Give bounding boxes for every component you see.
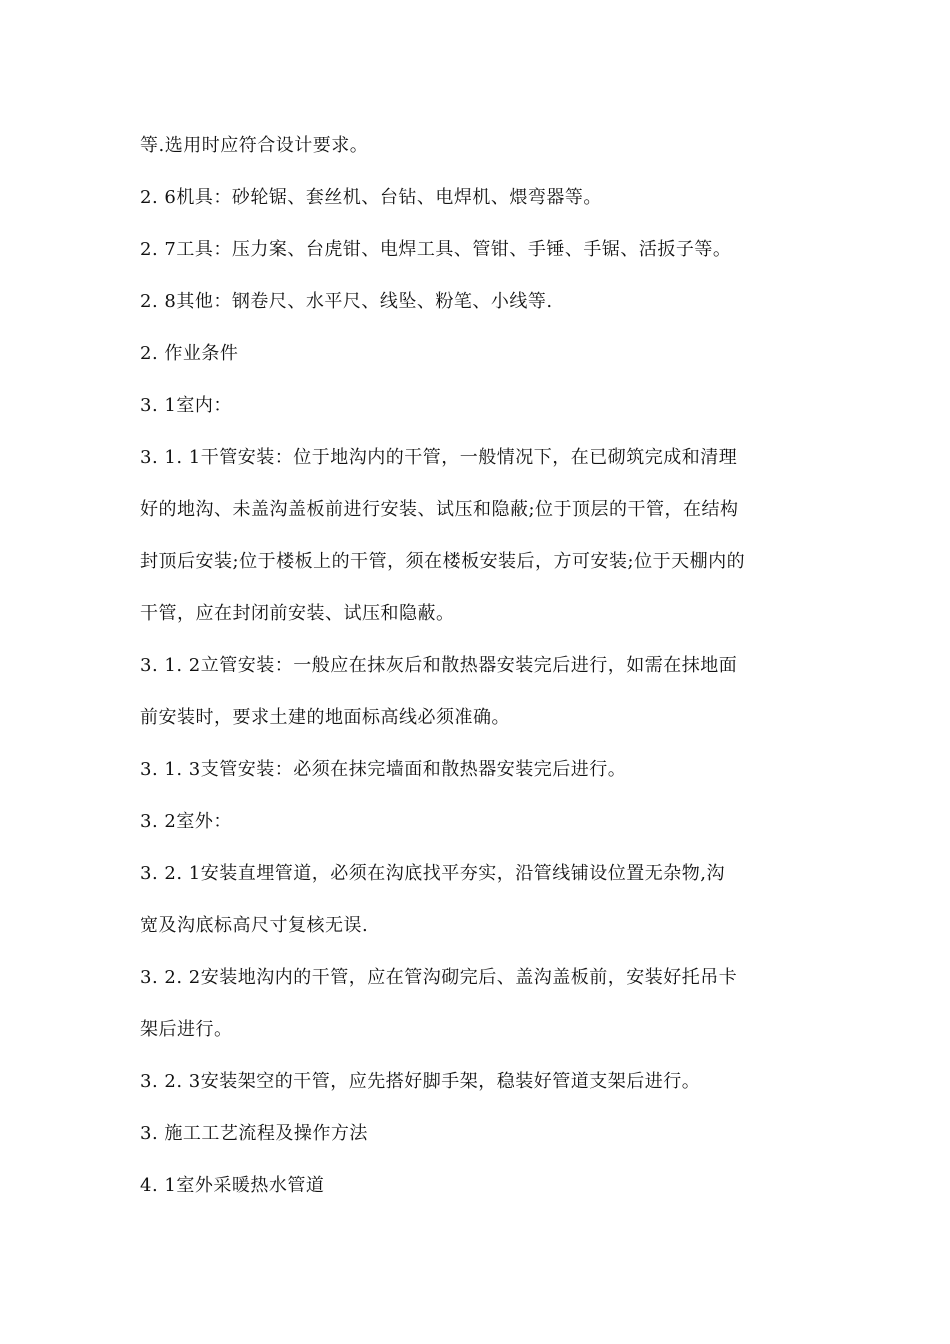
text-line: 3. 2. 1安装直埋管道，必须在沟底找平夯实，沿管线铺设位置无杂物,沟 bbox=[140, 863, 725, 884]
text-line: 等.选用时应符合设计要求。 bbox=[140, 135, 369, 156]
text-line: 3. 2. 2安装地沟内的干管，应在管沟砌完后、盖沟盖板前，安装好托吊卡 bbox=[140, 967, 738, 988]
text-line: 2. 7工具：压力案、台虎钳、电焊工具、管钳、手锤、手锯、活扳子等。 bbox=[140, 239, 732, 260]
text-line: 前安装时，要求土建的地面标高线必须准确。 bbox=[140, 707, 510, 728]
document-body bbox=[140, 120, 820, 1212]
section-heading: 3. 施工工艺流程及操作方法 bbox=[140, 1123, 368, 1144]
text-line: 2. 6机具：砂轮锯、套丝机、台钻、电焊机、煨弯器等。 bbox=[140, 187, 602, 208]
section-heading: 2. 作业条件 bbox=[140, 343, 239, 364]
subsection-heading: 3. 2室外： bbox=[140, 811, 232, 832]
text-line: 3. 1. 1干管安装：位于地沟内的干管，一般情况下，在已砌筑完成和清理 bbox=[140, 447, 738, 468]
text-line: 封顶后安装;位于楼板上的干管，须在楼板安装后，方可安装;位于天棚内的 bbox=[140, 551, 746, 572]
text-line: 2. 8其他：钢卷尺、水平尺、线坠、粉笔、小线等. bbox=[140, 291, 553, 312]
text-line: 3. 2. 3安装架空的干管，应先搭好脚手架，稳装好管道支架后进行。 bbox=[140, 1071, 701, 1092]
text-line: 好的地沟、未盖沟盖板前进行安装、试压和隐蔽;位于顶层的干管，在结构 bbox=[140, 499, 739, 520]
text-line: 3. 1. 3支管安装：必须在抹完墙面和散热器安装完后进行。 bbox=[140, 759, 627, 780]
text-line: 干管，应在封闭前安装、试压和隐蔽。 bbox=[140, 603, 455, 624]
subsection-heading: 4. 1室外采暖热水管道 bbox=[140, 1175, 325, 1196]
text-line: 宽及沟底标高尺寸复核无误. bbox=[140, 915, 369, 936]
text-line: 3. 1. 2立管安装：一般应在抹灰后和散热器安装完后进行，如需在抹地面 bbox=[140, 655, 738, 676]
text-line: 架后进行。 bbox=[140, 1019, 233, 1040]
subsection-heading: 3. 1室内： bbox=[140, 395, 232, 416]
